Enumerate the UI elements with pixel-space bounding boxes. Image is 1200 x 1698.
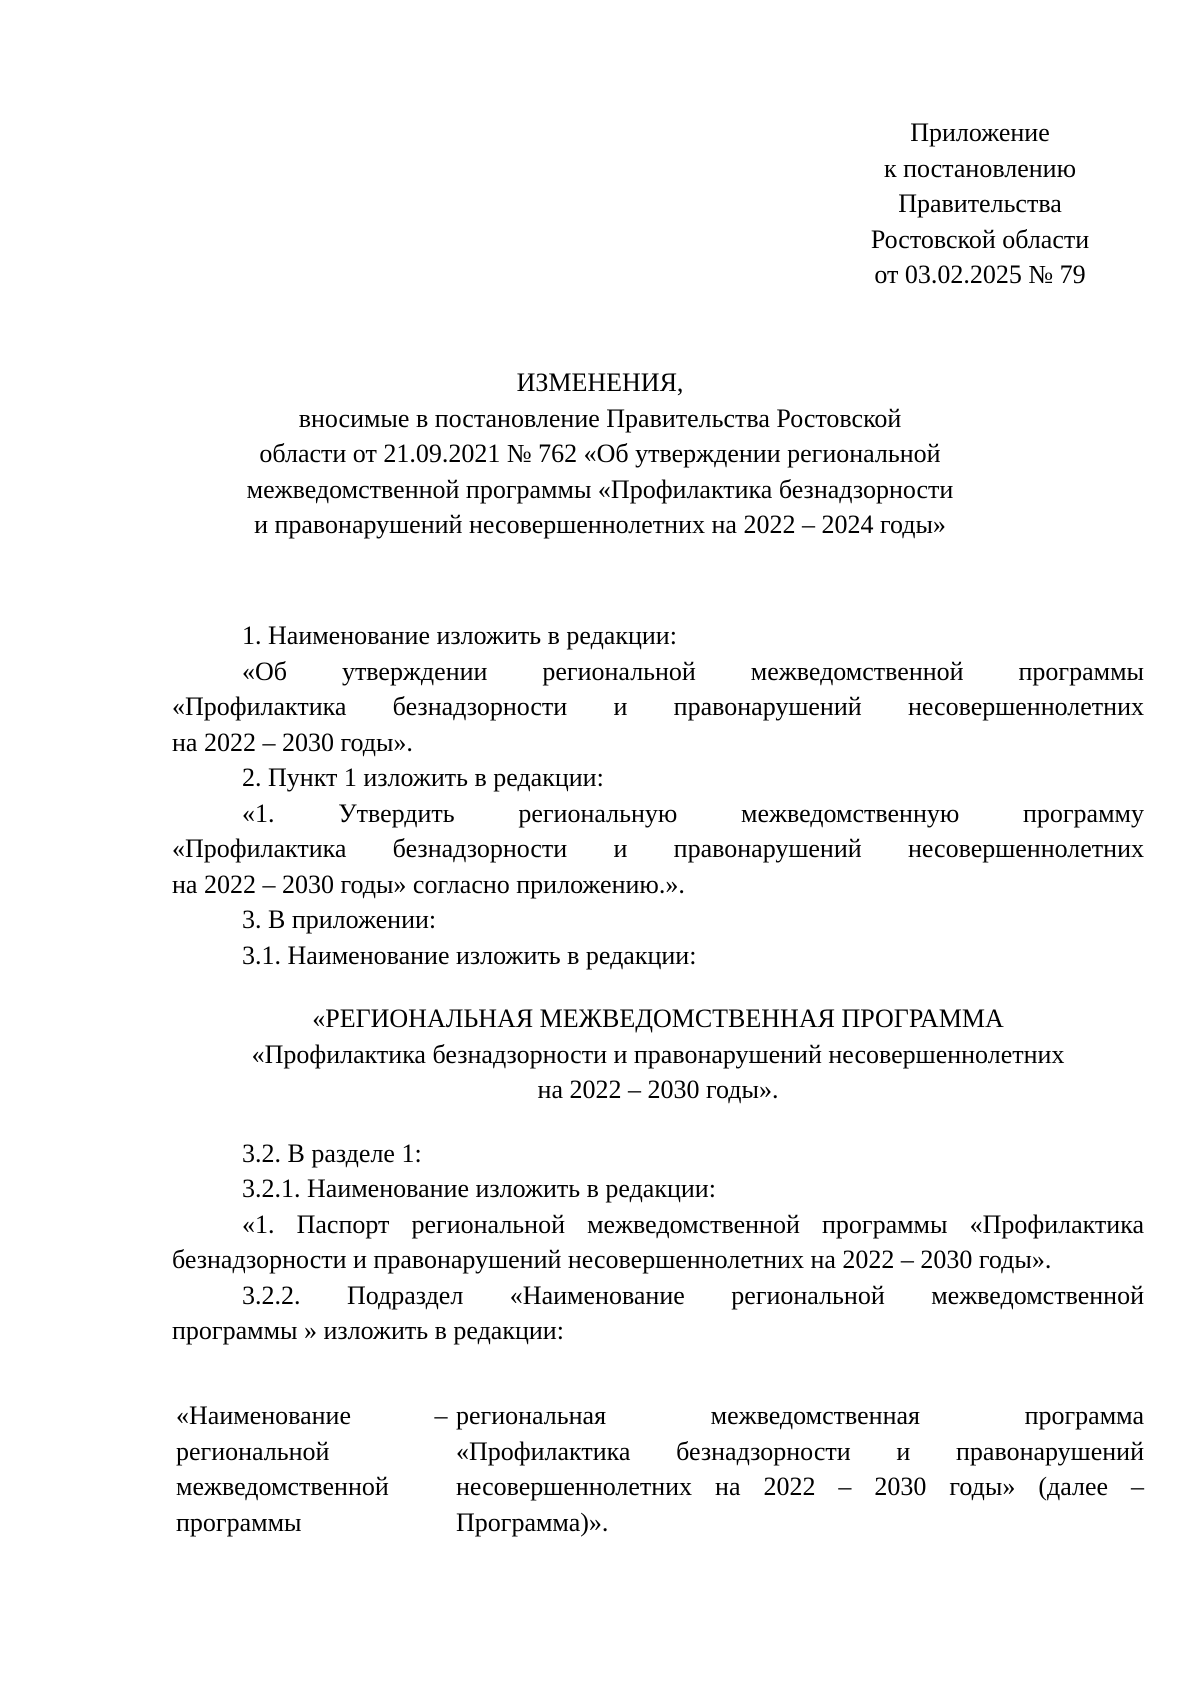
item-2-text-line: «1. Утвердить региональную межведомственную программу: [242, 798, 1144, 828]
item-3: 3. В приложении:: [242, 905, 437, 934]
item-3-1: 3.1. Наименование изложить в редакции:: [242, 940, 697, 970]
table-value-cell: [456, 1398, 1144, 1540]
title-line: области от 21.09.2021 № 762 «Об утверждении региональной: [259, 439, 941, 468]
title-line: межведомственной программы «Профилактика безнадзорности: [246, 474, 954, 504]
document-body: [172, 618, 1144, 1349]
program-title-line: «РЕГИОНАЛЬНАЯ МЕЖВЕДОМСТВЕННАЯ ПРОГРАММА: [312, 1004, 1004, 1033]
title-line: вносимые в постановление Правительства Ростовской: [298, 403, 902, 433]
item-3-2-1: 3.2.1. Наименование изложить в редакции:: [242, 1174, 716, 1203]
label-line: межведомственной: [176, 1472, 389, 1501]
table-dash: –: [434, 1401, 448, 1430]
title-line: и правонарушений несовершеннолетних на 2022 – 2024 годы»: [254, 510, 946, 539]
program-name-table: [176, 1398, 1144, 1540]
appendix-line: Правительства: [898, 189, 1062, 218]
item-2: 2. Пункт 1 изложить в редакции:: [242, 763, 604, 792]
appendix-line: Ростовской области: [870, 224, 1090, 254]
item-2-text-line: на 2022 – 2030 годы» согласно приложению.».: [172, 869, 685, 899]
program-title-line: «Профилактика безнадзорности и правонарушений несовершеннолетних: [251, 1039, 1065, 1069]
item-3-2-1-text-line: «1. Паспорт региональной межведомственной программы «Профилактика: [242, 1209, 1144, 1239]
item-3-2: 3.2. В разделе 1:: [242, 1138, 422, 1168]
item-3-2-2-line: 3.2.2. Подраздел «Наименование региональной межведомственной: [242, 1280, 1144, 1310]
value-line: «Профилактика безнадзорности и правонарушений: [456, 1436, 1144, 1466]
value-line: несовершеннолетних на 2022 – 2030 годы» (далее –: [456, 1472, 1144, 1501]
program-title: [172, 1001, 1144, 1108]
value-line: Программа)».: [456, 1507, 609, 1537]
item-1-text-line: «Об утверждении региональной межведомственной программы: [242, 656, 1144, 686]
item-1-text-line: на 2022 – 2030 годы».: [172, 727, 413, 757]
table-row: [176, 1398, 1144, 1540]
title-line: ИЗМЕНЕНИЯ,: [516, 368, 684, 397]
table-label-cell: [176, 1398, 426, 1540]
appendix-line: от 03.02.2025 № 79: [874, 260, 1086, 289]
appendix-line: к постановлению: [883, 153, 1077, 183]
item-3-2-2-line: программы » изложить в редакции:: [172, 1316, 564, 1345]
appendix-line: Приложение: [910, 118, 1050, 147]
label-line: программы: [176, 1507, 302, 1537]
label-line: региональной: [176, 1436, 330, 1466]
label-line: «Наименование: [176, 1401, 351, 1430]
program-title-line: на 2022 – 2030 годы».: [537, 1075, 779, 1104]
document-title: [170, 365, 1030, 543]
value-line: региональная межведомственная программа: [456, 1401, 1144, 1430]
item-3-2-1-text-line: безнадзорности и правонарушений несовершеннолетних на 2022 – 2030 годы».: [172, 1245, 1052, 1274]
item-1: 1. Наименование изложить в редакции:: [242, 621, 677, 650]
item-1-text-line: «Профилактика безнадзорности и правонарушений несовершеннолетних: [172, 692, 1144, 721]
appendix-header: [830, 115, 1130, 293]
item-2-text-line: «Профилактика безнадзорности и правонарушений несовершеннолетних: [172, 834, 1144, 863]
